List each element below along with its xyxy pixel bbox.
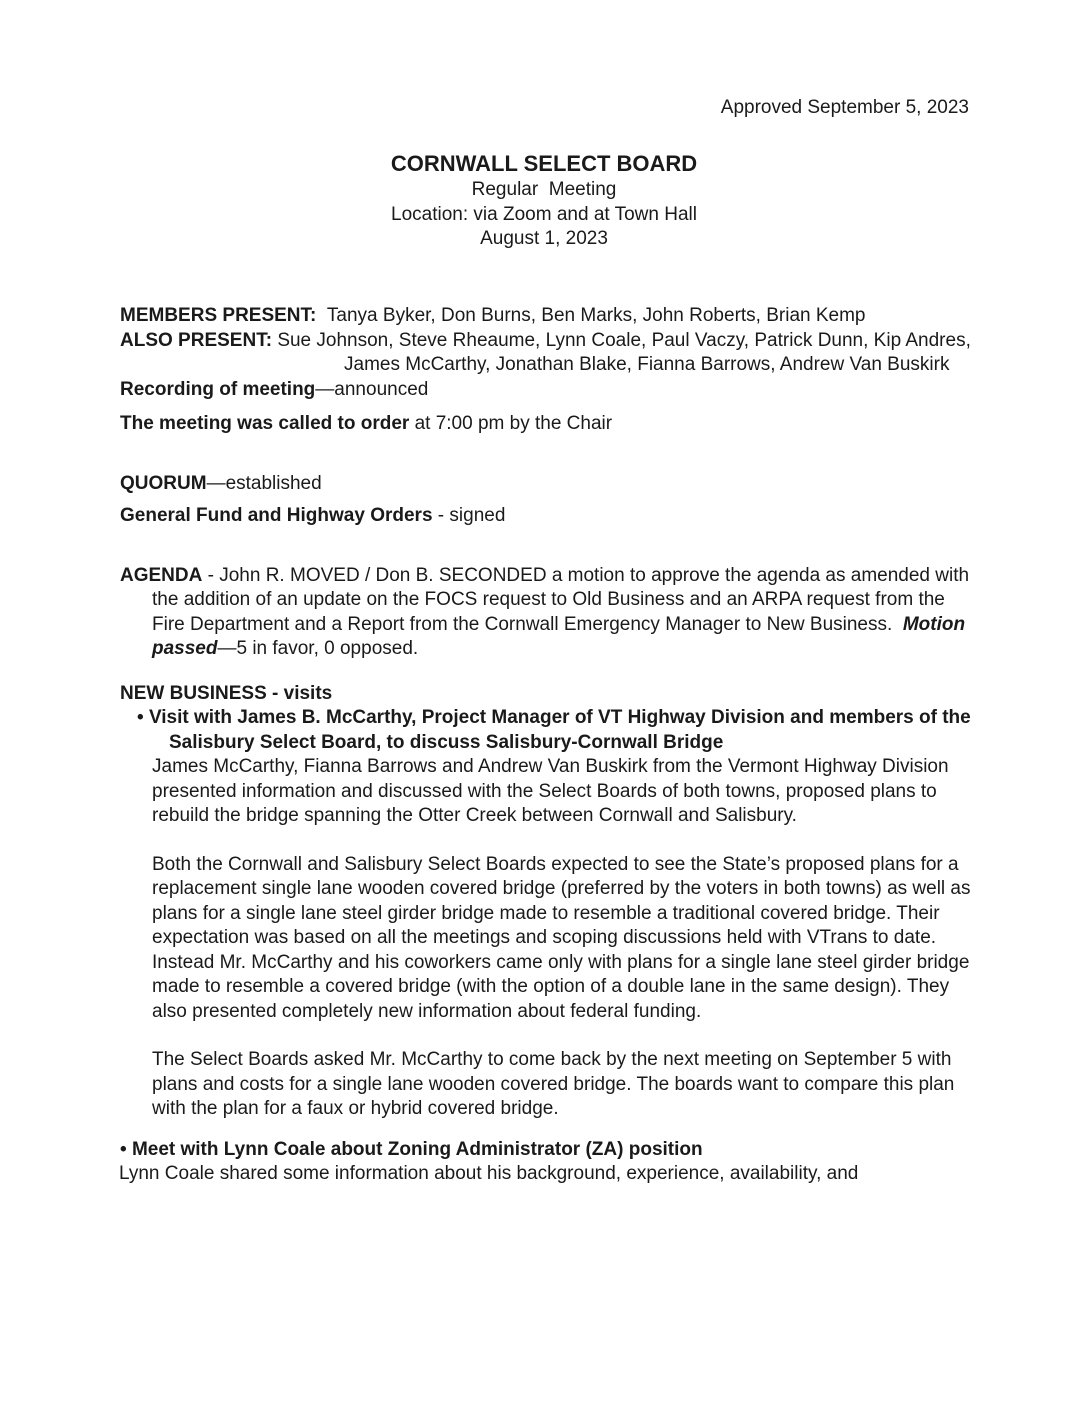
quorum-note [120, 472, 980, 497]
bridge-paragraph-1: James McCarthy, Fianna Barrows and Andrew Van Buskirk from the Vermont Highway Division presented information and discussed with the Select Boards of both towns, proposed plans to rebuild the bridge spanning the Otter Creek between Cornwall and Salisbury. [152, 756, 949, 826]
orders-note [120, 504, 980, 529]
recording-label: Recording of meeting [120, 378, 316, 400]
members-present-names: Tanya Byker, Don Burns, Ben Marks, John Roberts, Brian Kemp [326, 305, 866, 326]
members-present-label: MEMBERS PRESENT: [120, 305, 317, 326]
call-to-order-label: The meeting was called to order [120, 413, 410, 434]
orders-label: General Fund and Highway Orders [120, 505, 433, 526]
za-meeting-heading [120, 1138, 980, 1163]
board-title: CORNWALL SELECT BOARD [390, 151, 698, 176]
also-present-label: ALSO PRESENT: [120, 329, 273, 351]
bridge-paragraph-3: The Select Boards asked Mr. McCarthy to come back by the next meeting on September 5 with plans and costs for a single lane wooden covered bridge. The boards want to compare this plan with the plan for a faux or hybrid covered bridge. [152, 1049, 955, 1119]
recording-text: —announced [315, 378, 429, 400]
agenda-label: AGENDA [120, 564, 203, 586]
call-to-order-text: at 7:00 pm by the Chair [409, 413, 613, 434]
document-header [0, 150, 1088, 252]
bullet-icon: • [120, 1138, 127, 1160]
also-present-names: Sue Johnson, Steve Rheaume, Lynn Coale, Paul Vaczy, Patrick Dunn, Kip Andres, James McCarthy, Jonathan Blake, Fianna Barrows, Andrew Van Buskirk [277, 329, 971, 375]
agenda-section [120, 564, 980, 662]
quorum-text: —established [206, 472, 322, 494]
also-present [120, 329, 980, 378]
agenda-motion: Motion passed [152, 613, 966, 659]
bridge-paragraph-2: Both the Cornwall and Salisbury Select Boards expected to see the State’s proposed plans for a replacement single lane wooden covered bridge (preferred by the voters in both towns) as well as plans for a single lane steel girder bridge made to resemble a traditional covered bridge. Their expectation was based on all the meetings and scoping discussions held with VTrans to date. Instead Mr. McCarthy and his coworkers came only with plans for a single lane steel girder bridge made to resemble a covered bridge (with the option of a double lane in the same design). They also presented completely new information about federal funding. [152, 853, 971, 1022]
new-business-heading-text: NEW BUSINESS - visits [120, 682, 333, 704]
meeting-location: Location: via Zoom and at Town Hall [391, 203, 697, 225]
quorum-label: QUORUM [120, 472, 207, 494]
bullet-icon: • [137, 707, 144, 728]
bridge-visit-heading [120, 706, 980, 755]
za-paragraph-1: Lynn Coale shared some information about his background, experience, availability, and [119, 1163, 859, 1184]
approval-note: Approved September 5, 2023 [720, 97, 969, 118]
meeting-date: August 1, 2023 [480, 228, 608, 249]
meeting-type: Regular Meeting [471, 179, 617, 200]
new-business-heading [120, 682, 980, 707]
bridge-visit-heading-text: Visit with James B. McCarthy, Project Manager of VT Highway Division and members of the Salisbury Select Board, to discuss Salisbury-Cornwall Bridge [148, 707, 971, 753]
call-to-order [120, 412, 980, 437]
members-present [120, 304, 980, 329]
za-meeting-heading-text: Meet with Lynn Coale about Zoning Administrator (ZA) position [131, 1138, 703, 1160]
minutes-body [120, 304, 980, 1187]
orders-text: - signed [432, 505, 506, 526]
agenda-text: - John R. MOVED / Don B. SECONDED a motion to approve the agenda as amended with the addition of an update on the FOCS request to Old Business and an ARPA request from the Fire Department and a Report from the Cornwall Emergency Manager to New Business. [152, 564, 975, 635]
agenda-result: —5 in favor, 0 opposed. [217, 638, 419, 659]
recording-note [120, 378, 980, 403]
